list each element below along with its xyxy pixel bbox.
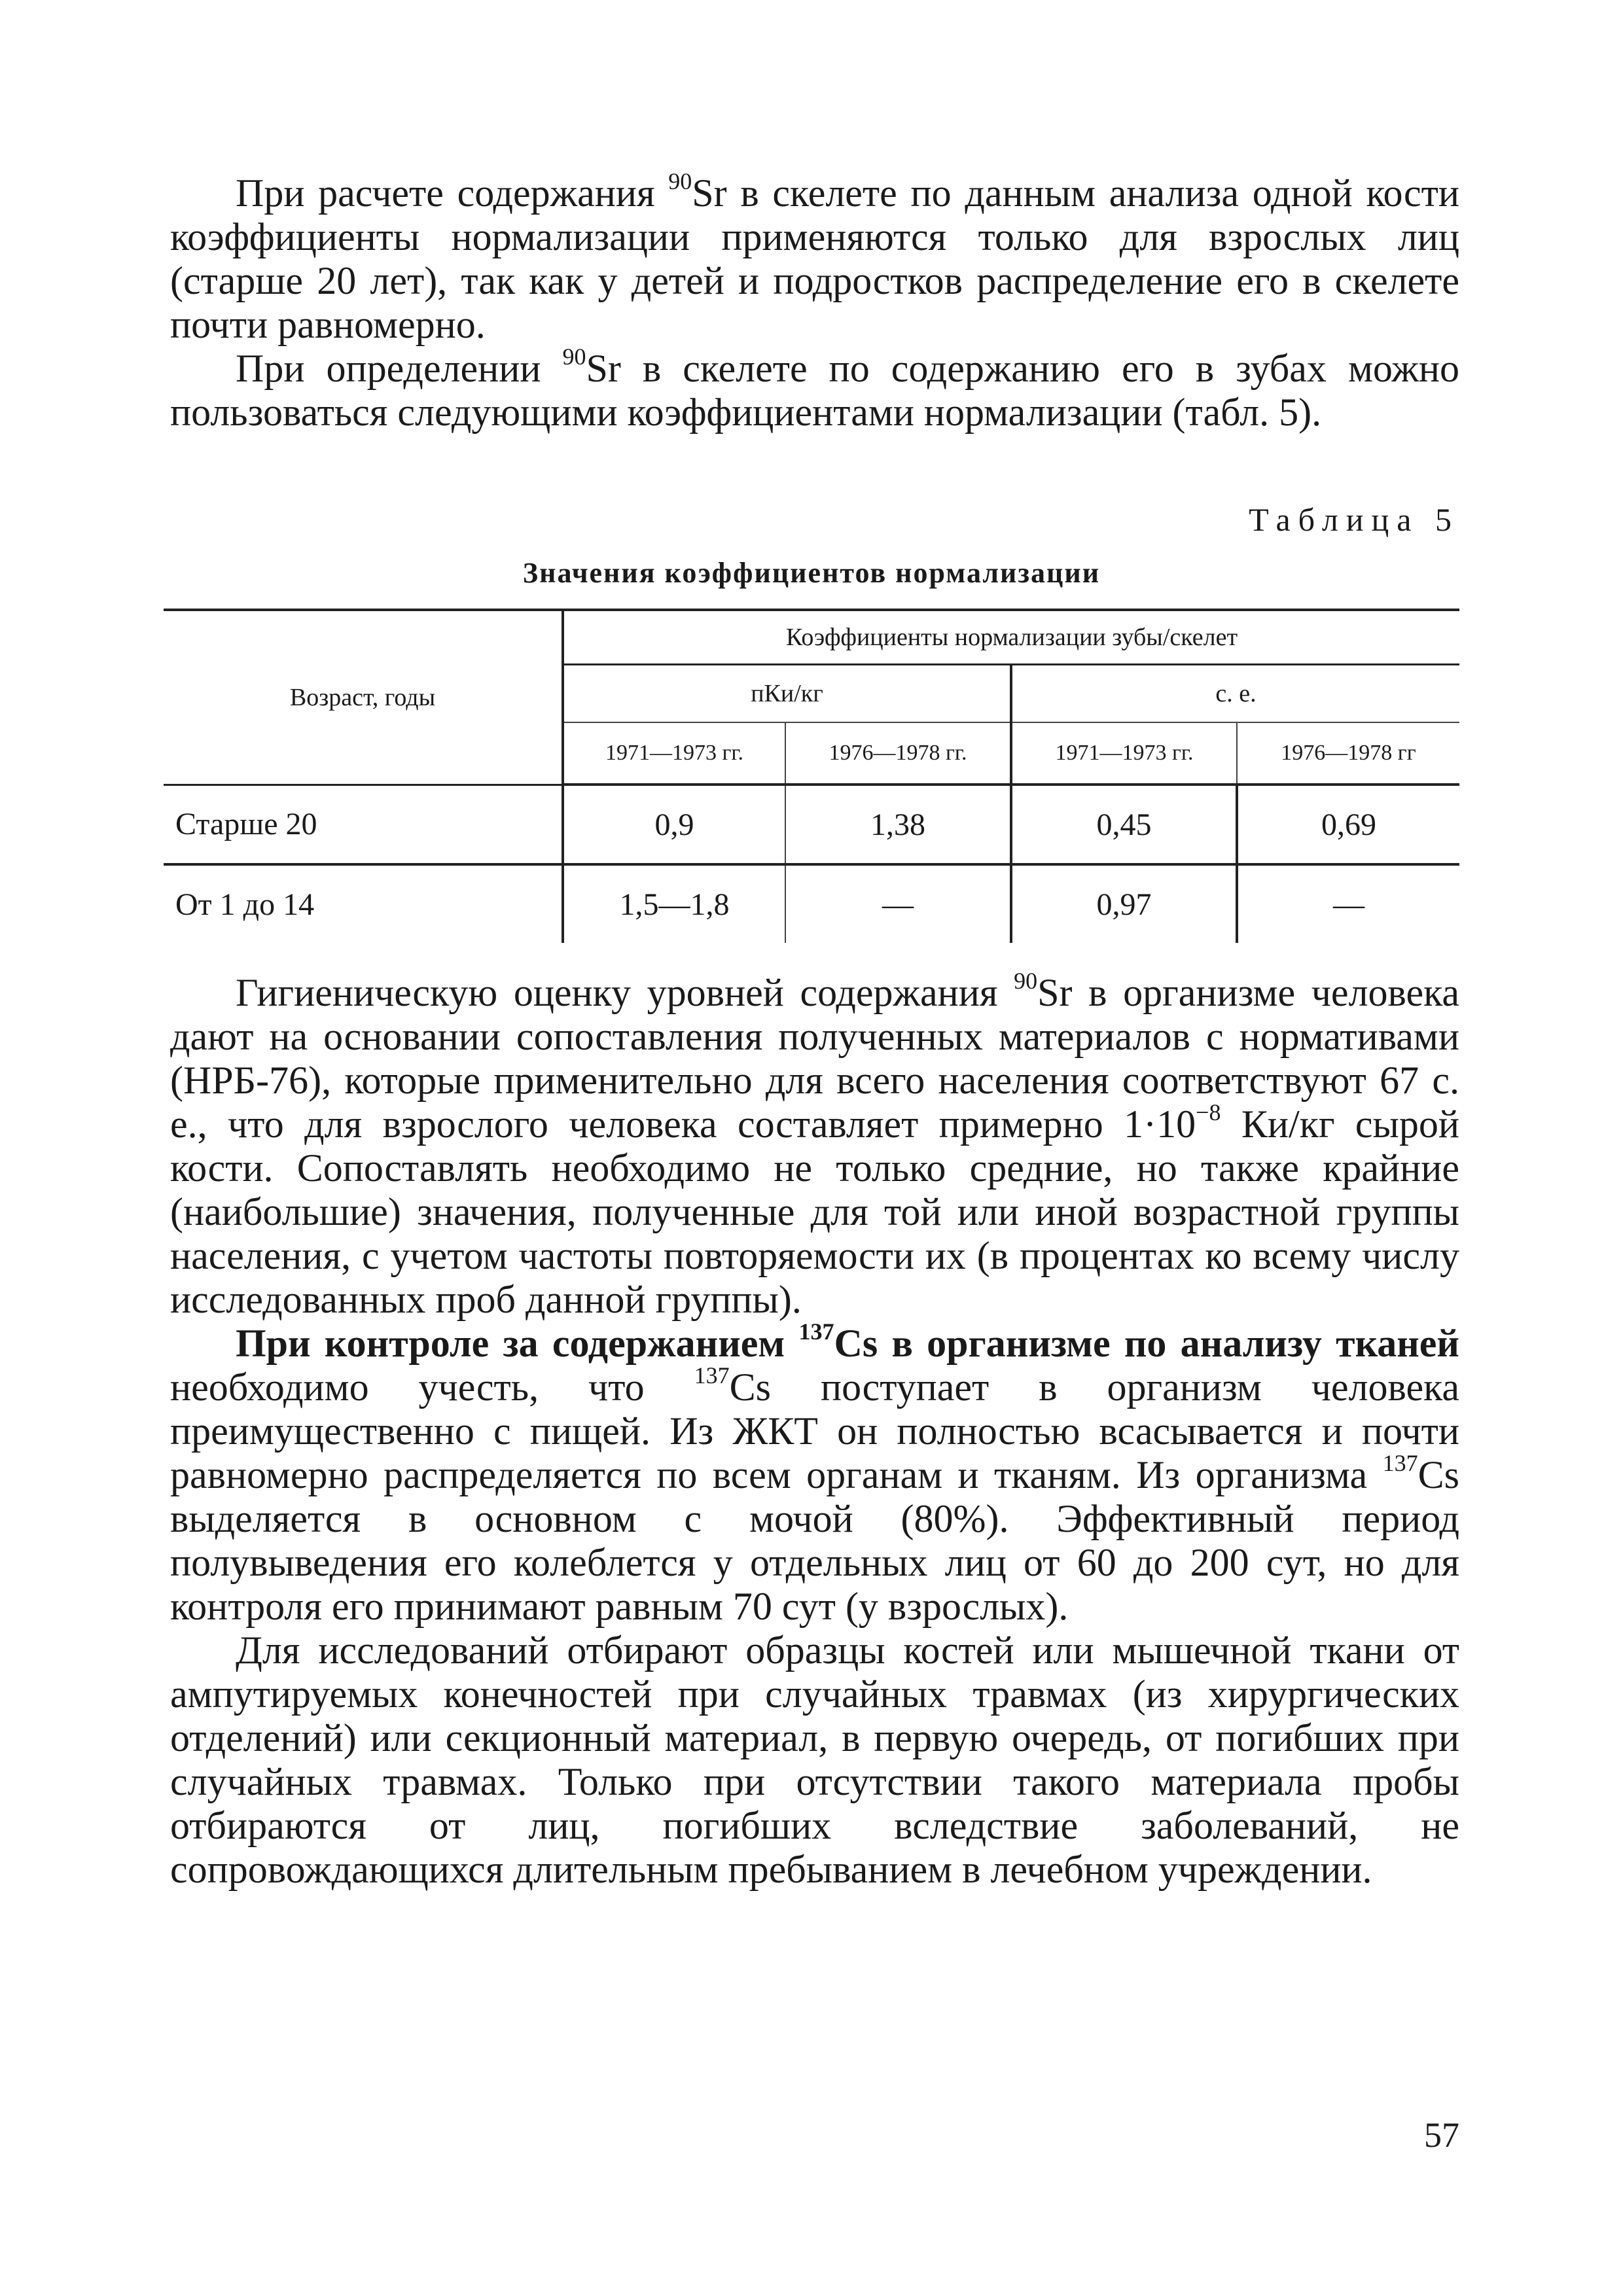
text-block-bottom [170,968,1460,1892]
table-caption: Таблица 5 [1249,501,1459,538]
header-period-1: 1971—1973 гг. [563,722,785,785]
header-age: Возраст, годы [164,610,563,785]
paragraph-5: Для исследований отбирают образцы костей или мышечной ткани от ампутируемых конечностей при случайных травмах (из хирургических отделений) или секционный материал, в первую очередь, от погибших при случайных травмах. Только при отсутствии такого материала пробы отбираются от лиц, погибших вследствие заболеваний, не сопровождающихся длительным пребыванием в лечебном учреждении. [170,1629,1459,1891]
header-period-4: 1976—1978 гг [1237,722,1459,785]
table-row [164,864,1459,943]
paragraph-2 [170,344,1459,434]
cell-value: 1,38 [785,785,1011,864]
isotope-mass-number: 90 [668,168,692,194]
paragraph-3 [170,968,1459,1322]
cell-value: 0,97 [1011,864,1237,943]
cell-value: 0,45 [1011,785,1237,864]
paragraph-2-text-a: При определении [236,347,563,390]
header-coefficient-group: Коэффициенты нормализации зубы/скелет [563,610,1459,665]
header-period-2: 1976—1978 гг. [785,722,1011,785]
cell-value: — [1237,864,1459,943]
header-period-3: 1971—1973 гг. [1011,722,1237,785]
isotope-mass-number: 90 [1014,968,1038,994]
paragraph-2-text-b: Sr в скелете по содержанию его в зубах можно пользоваться следующими коэффициентами нормализации (табл. 5). [170,347,1459,434]
paragraph-4-text-a: необходимо учесть, что [170,1366,694,1409]
paragraph-4-text-b: Cs поступает в организм человека преимущественно с пищей. Из ЖКТ он полностью всасывается и почти равномерно распределяется по всем органам и тканям. Из организма [170,1366,1459,1496]
cell-value: 0,69 [1237,785,1459,864]
paragraph-3-text-c: Ки/кг сырой кости. Сопоставлять необходимо не только средние, но также крайние (наибольшие) значения, полученные для той или иной возрастной группы населения, с учетом частоты повторяемости их (в процентах ко всему числу исследованных проб данной группы). [170,1103,1459,1321]
paragraph-3-text-a: Гигиеническую оценку уровней содержания [236,971,1014,1014]
cell-age: От 1 до 14 [175,887,315,922]
paragraph-4-text-c: Cs выделяется в основном с мочой (80%). Эффективный период полувыведения его колеблется у отдельных лиц от 60 до 200 сут, но для контроля его принимают равным 70 сут (у взрослых). [170,1453,1459,1628]
page-number: 57 [1424,2115,1459,2155]
normalization-table [164,609,1459,943]
cell-age: Старше 20 [164,785,563,864]
paragraph-1 [170,168,1459,347]
paragraph-4-bold-b: Cs в организме по анализу тканей [834,1322,1460,1365]
cell-value: — [785,864,1011,943]
text-block-top [170,168,1459,434]
table-row [164,785,1459,864]
paragraph-1-text-b: Sr в скелете по данным анализа одной кости коэффициенты нормализации применяются только для взрослых лиц (старше 20 лет), так как у детей и подростков распределение его в скелете почти равномерно. [170,171,1459,346]
paragraph-3-text-b: Sr в организме человека дают на основании сопоставления полученных материалов с нормативами (НРБ-76), которые применительно для всего населения соответствуют 67 с. е., что для взрослого человека составляет примерно 1·10 [170,971,1459,1146]
cell-value: 0,9 [563,785,785,864]
paragraph-4-bold-lead [236,1318,1460,1365]
cell-value: 1,5—1,8 [563,864,785,943]
isotope-mass-number: 137 [1382,1450,1418,1476]
paragraph-1-text-a: При расчете содержания [236,171,669,215]
isotope-mass-number: 137 [798,1318,834,1345]
header-unit-su: с. е. [1011,665,1459,723]
paragraph-4-bold-a: При контроле за содержанием [236,1322,799,1365]
paragraph-4 [170,1318,1460,1629]
isotope-mass-number: 90 [562,344,586,370]
header-unit-pci: пКи/кг [563,665,1011,723]
isotope-mass-number: 137 [694,1362,730,1388]
exponent: −8 [1196,1099,1221,1125]
table-title: Значения коэффициентов нормализации [522,557,1101,589]
